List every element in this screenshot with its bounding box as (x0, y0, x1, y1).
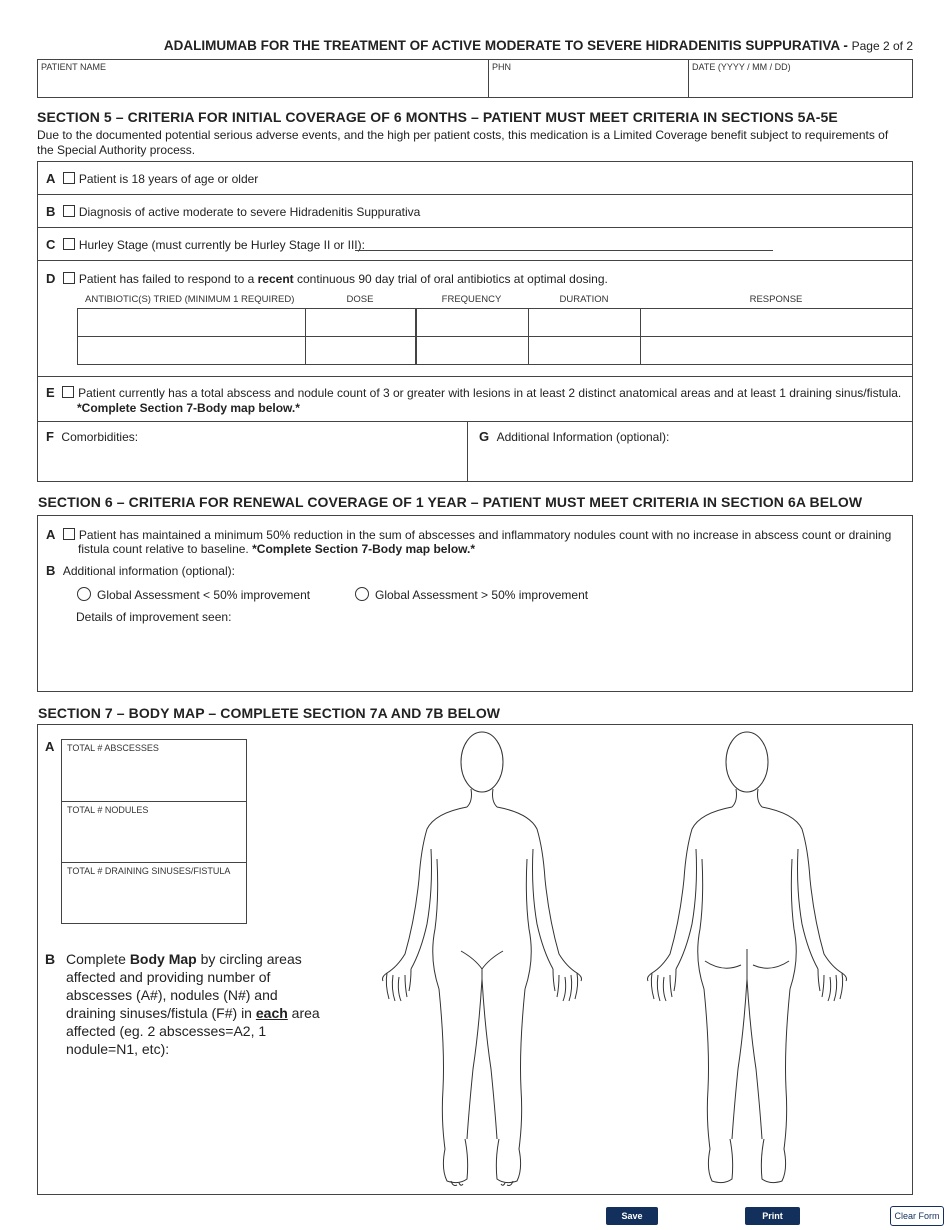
checkbox-5c[interactable] (63, 238, 75, 250)
additional-info-field[interactable] (475, 445, 909, 479)
total-nodules-label: TOTAL # NODULES (67, 805, 149, 815)
letter-6a: A (46, 527, 56, 542)
date-field[interactable] (689, 74, 912, 97)
text-5d-pre: Patient has failed to respond to a (78, 272, 258, 286)
criteria-5d (46, 270, 608, 288)
body-map-instructions (66, 950, 331, 1058)
section7-title: SECTION 7 – BODY MAP – COMPLETE SECTION 7A AND 7B BELOW (38, 705, 501, 721)
col-frequency: FREQUENCY (441, 294, 502, 305)
details-label: Details of improvement seen: (76, 610, 232, 624)
letter-5e: E (46, 385, 55, 400)
save-button[interactable]: Save (606, 1207, 658, 1225)
option-lt-50[interactable] (77, 587, 310, 602)
form-title: ADALIMUMAB FOR THE TREATMENT OF ACTIVE MODERATE TO SEVERE HIDRADENITIS SUPPURATIVA - (163, 38, 852, 53)
text-5b: Diagnosis of active moderate to severe Hidradenitis Suppurativa (78, 205, 421, 219)
text-6a-line1: Patient has maintained a minimum 50% reduction in the sum of abscesses and inflammatory nodules count with no increase in abscess count or draining (78, 528, 892, 542)
criteria-5g (479, 428, 669, 446)
radio-lt-50[interactable] (77, 587, 91, 601)
instr-part3: by circling areas affected and providing number of abscesses (A#), nodules (N#) and draining sinuses/fistula (F#) in (66, 951, 302, 1021)
option-gt-50-label: Global Assessment > 50% improvement (375, 588, 589, 602)
criteria-5a (46, 170, 258, 188)
letter-5d: D (46, 271, 56, 286)
comorbidities-field[interactable] (45, 445, 463, 479)
letter-5f: F (46, 429, 54, 444)
page-number: Page 2 of 2 (851, 39, 913, 53)
letter-5b: B (46, 204, 56, 219)
page-header (164, 37, 913, 55)
total-sinuses-field[interactable] (62, 879, 246, 923)
date-label: DATE (YYYY / MM / DD) (692, 62, 791, 72)
text-6b: Additional information (optional): (62, 564, 235, 578)
checkbox-5d[interactable] (63, 272, 75, 284)
col-duration: DURATION (559, 294, 609, 305)
antibiotic-row-2[interactable] (78, 337, 304, 364)
letter-5a: A (46, 171, 56, 186)
criteria-5f (46, 428, 138, 446)
back-figure-outline (648, 732, 847, 1183)
phn-field[interactable] (489, 74, 687, 97)
col-response: RESPONSE (749, 294, 803, 305)
letter-5c: C (46, 237, 56, 252)
letter-7a: A (45, 739, 55, 754)
total-sinuses-label: TOTAL # DRAINING SINUSES/FISTULA (67, 866, 231, 876)
text-5g: Additional Information (optional): (496, 430, 670, 444)
clear-form-button[interactable]: Clear Form (890, 1206, 944, 1226)
total-abscesses-label: TOTAL # ABSCESSES (67, 743, 159, 753)
option-gt-50[interactable] (355, 587, 588, 602)
text-5d-post: continuous 90 day trial of oral antibiotics at optimal dosing. (293, 272, 608, 286)
instr-body-map: Body Map (129, 951, 197, 967)
section5-title: SECTION 5 – CRITERIA FOR INITIAL COVERAGE OF 6 MONTHS – PATIENT MUST MEET CRITERIA IN SECTIONS 5A-5E (37, 109, 838, 125)
patient-name-field[interactable] (38, 74, 487, 97)
letter-6b: B (46, 563, 56, 578)
section5-intro: Due to the documented potential serious adverse events, and the high per patient costs, this medication is a Limited Coverage benefit subject to requirements of the Special Authority process. (37, 128, 889, 157)
criteria-5e (46, 384, 901, 402)
print-button[interactable]: Print (745, 1207, 800, 1225)
criteria-5c (46, 236, 365, 254)
instr-part5: area affected (eg. 2 abscesses=A2, 1 nodule=N1, etc): (66, 1005, 320, 1057)
note-5e: *Complete Section 7-Body map below.* (77, 401, 300, 415)
antibiotic-row-1[interactable] (78, 309, 304, 335)
front-figure-outline (383, 732, 582, 1186)
col-dose: DOSE (346, 294, 374, 305)
text-6a-line2-wrap (78, 542, 475, 556)
criteria-5b (46, 203, 420, 221)
instr-part1: Complete (66, 951, 130, 967)
criteria-6b (46, 562, 235, 580)
text-5d-bold: recent (257, 272, 294, 286)
text-5e: Patient currently has a total abscess and nodule count of 3 or greater with lesions in at least 2 distinct anatomical areas and at least 1 draining sinus/fistula. (78, 386, 902, 400)
body-map-back[interactable] (637, 729, 847, 1189)
body-map-front[interactable] (375, 729, 585, 1189)
letter-7b: B (45, 951, 56, 967)
radio-gt-50[interactable] (355, 587, 369, 601)
checkbox-5a[interactable] (63, 172, 75, 184)
details-field[interactable] (76, 628, 906, 686)
checkbox-5b[interactable] (63, 205, 75, 217)
text-5f: Comorbidities: (61, 430, 139, 444)
checkbox-5e[interactable] (62, 386, 74, 398)
letter-5g: G (479, 429, 490, 444)
checkbox-6a[interactable] (63, 528, 75, 540)
section6-title: SECTION 6 – CRITERIA FOR RENEWAL COVERAGE OF 1 YEAR – PATIENT MUST MEET CRITERIA IN SECTION 6A BELOW (38, 494, 863, 510)
col-antibiotic: ANTIBIOTIC(S) TRIED (MINIMUM 1 REQUIRED) (85, 294, 295, 305)
total-abscesses-field[interactable] (62, 756, 246, 800)
total-nodules-field[interactable] (62, 818, 246, 861)
hurley-stage-input[interactable] (355, 236, 773, 251)
text-6a-line2: fistula count relative to baseline. (78, 542, 253, 556)
text-5c: Hurley Stage (must currently be Hurley Stage II or III): (78, 238, 365, 252)
note-6a: *Complete Section 7-Body map below.* (252, 542, 476, 556)
text-5a: Patient is 18 years of age or older (78, 172, 259, 186)
instr-each: each (255, 1005, 288, 1021)
patient-name-label: PATIENT NAME (41, 62, 107, 72)
phn-label: PHN (492, 62, 512, 72)
option-lt-50-label: Global Assessment < 50% improvement (97, 588, 311, 602)
